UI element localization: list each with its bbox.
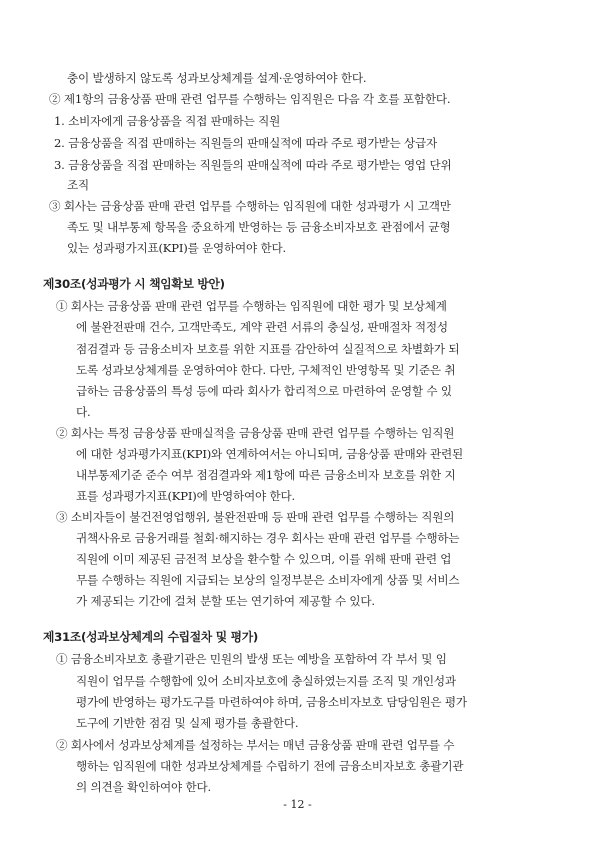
article30-line: 직원에 이미 제공된 금전적 보상을 환수할 수 있으며, 이를 위해 판매 관련 업 [76,552,452,566]
article30-line: 다. [76,405,91,419]
article30-line: ② 회사는 특정 금융상품 판매실적을 금융상품 판매 관련 업무를 수행하는 임직원 [56,426,455,440]
article30-line: 귀책사유로 금융거래를 철회·해지하는 경우 회사는 판매 관련 업무를 수행하는 [76,531,460,545]
article31-heading: 제31조(성과보상체계의 수립절차 및 평가) [43,630,258,644]
article29-line: 있는 성과평가지표(KPI)를 운영하여야 한다. [67,241,287,255]
article29-line: 충이 발생하지 않도록 성과보상체계를 설계·운영하여야 한다. [67,71,367,85]
article29-line: 조직 [67,178,89,192]
article30-line: ③ 소비자들이 불건전영업행위, 불완전판매 등 판매 관련 업무를 수행하는 직원의 [56,510,455,524]
article29-line: ③ 회사는 금융상품 판매 관련 업무를 수행하는 임직원에 대한 성과평가 시 고객만 [49,199,451,213]
article30-line: 표를 성과평가지표(KPI)에 반영하여야 한다. [76,489,296,503]
article29-line: 3. 금융상품을 직접 판매하는 직원들의 판매실적에 따라 주로 평가받는 영업 단위 [54,158,452,172]
article31-line: 직원이 업무를 수행함에 있어 소비자보호에 충실하였는지를 조직 및 개인성과 [76,674,456,688]
article30-line: 에 대한 성과평가지표(KPI)와 연계하여서는 아니되며, 금융상품 판매와 관련된 [76,447,463,461]
page-number: - 12 - [283,798,312,811]
article30-line: 에 불완전판매 건수, 고객만족도, 계약 관련 서류의 충실성, 판매절차 적정성 [76,320,448,334]
article31-line: 의 의견을 확인하여야 한다. [76,780,211,794]
article30-line: 내부통제기준 준수 여부 점검결과와 제1항에 따른 금융소비자 보호를 위한 지 [76,468,456,482]
article30-line: 도록 성과보상체계를 운영하여야 한다. 다만, 구체적인 반영항목 및 기준은 취 [76,363,456,377]
article30-heading: 제30조(성과평가 시 책임확보 방안) [43,277,225,291]
article29-line: 2. 금융상품을 직접 판매하는 직원들의 판매실적에 따라 주로 평가받는 상급자 [54,136,438,150]
article31-line: 평가에 반영하는 평가도구를 마련하여야 하며, 금융소비자보호 담당임원은 평가 [76,695,467,709]
article30-line: 무를 수행하는 직원에 지급되는 보상의 일정부분은 소비자에게 상품 및 서비스 [76,573,460,587]
article30-line: 급하는 금융상품의 특성 등에 따라 회사가 합리적으로 마련하여 운영할 수 있 [76,384,452,398]
article31-line: ① 금융소비자보호 총괄기관은 민원의 발생 또는 예방을 포함하여 각 부서 및 임 [56,652,447,666]
article30-line: 가 제공되는 기간에 걸쳐 분할 또는 연기하여 제공할 수 있다. [76,594,375,608]
article31-line: 행하는 임직원에 대한 성과보상체계를 수립하기 전에 금융소비자보호 총괄기관 [76,759,464,773]
article29-line: 1. 소비자에게 금융상품을 직접 판매하는 직원 [54,114,281,128]
article31-line: ② 회사에서 성과보상체계를 설정하는 부서는 매년 금융상품 판매 관련 업무를 수 [56,738,455,752]
article30-line: ① 회사는 금융상품 판매 관련 업무를 수행하는 임직원에 대한 평가 및 보상체계 [56,299,447,313]
article30-line: 점검결과 등 금융소비자 보호를 위한 지표를 감안하여 실질적으로 차별화가 되 [76,342,460,356]
article29-line: ② 제1항의 금융상품 판매 관련 업무를 수행하는 임직원은 다음 각 호를 포함한다. [49,92,451,106]
article31-line: 도구에 기반한 점검 및 실제 평가를 총괄한다. [76,716,299,730]
article29-line: 족도 및 내부통제 항목을 중요하게 반영하는 등 금융소비자보호 관점에서 균형 [67,220,451,234]
